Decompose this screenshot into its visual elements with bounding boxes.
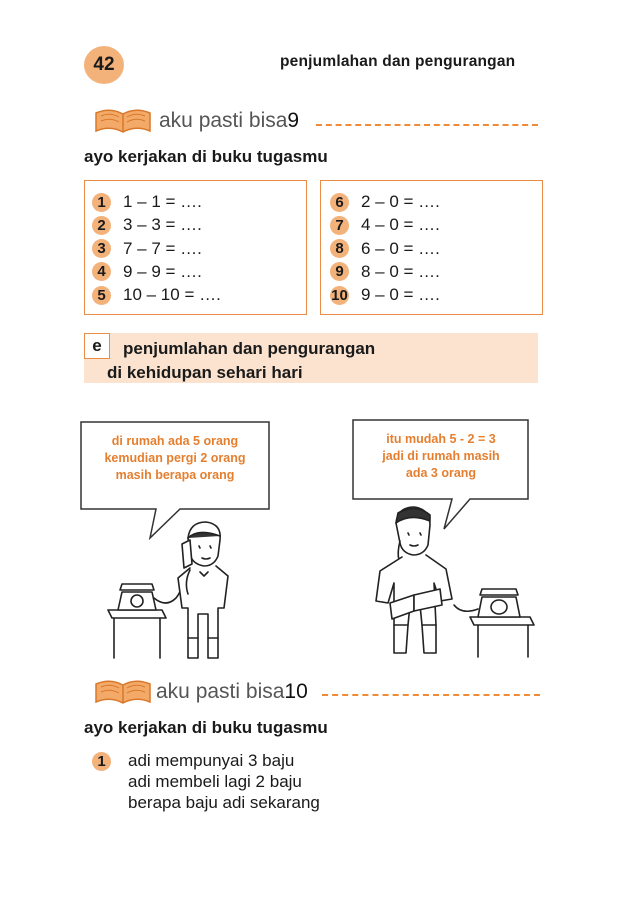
section-title-number: 10 xyxy=(284,680,308,703)
section-title-number: 9 xyxy=(287,109,300,132)
right-exercise-row xyxy=(330,192,440,212)
boy-on-phone-illustration xyxy=(104,518,244,660)
right-exercise-row xyxy=(330,262,440,282)
exercise-number-badge: 1 xyxy=(92,193,111,212)
subsection-e-letter: e xyxy=(84,333,110,359)
section-title-9 xyxy=(159,109,299,133)
story-line: berapa baju adi sekarang xyxy=(128,793,320,812)
left-exercise-row xyxy=(92,285,221,305)
left-exercise-row xyxy=(92,192,202,212)
left-exercise-row xyxy=(92,215,202,235)
chapter-title: penjumlahan dan pengurangan xyxy=(280,53,516,70)
exercise-number-badge: 6 xyxy=(330,193,349,212)
exercise-expression: 6 – 0 = …. xyxy=(361,238,440,258)
book-icon xyxy=(92,103,154,135)
right-bubble-line: ada 3 orang xyxy=(405,466,477,480)
story-text xyxy=(128,750,320,813)
right-bubble-line: jadi di rumah masih xyxy=(382,449,500,463)
page-number-badge: 42 xyxy=(84,46,124,84)
exercise-expression: 2 – 0 = …. xyxy=(361,192,440,211)
story-line: adi membeli lagi 2 baju xyxy=(128,772,302,791)
book-icon xyxy=(92,674,154,706)
subsection-e-title-line2: di kehidupan sehari hari xyxy=(107,363,303,382)
section-title-word: aku pasti bisa xyxy=(159,109,288,132)
exercise-number-badge: 8 xyxy=(330,239,349,258)
left-exercise-row xyxy=(92,239,202,259)
section-title-10 xyxy=(156,680,308,704)
exercise-number-badge: 3 xyxy=(92,239,111,258)
exercise-number-badge: 7 xyxy=(330,216,349,235)
exercise-expression: 8 – 0 = …. xyxy=(361,261,440,281)
boy-with-book-illustration xyxy=(370,505,540,660)
instruction-text: ayo kerjakan di buku tugasmu xyxy=(84,147,328,166)
exercise-expression: 9 – 9 = …. xyxy=(123,261,202,281)
story-line: adi mempunyai 3 baju xyxy=(128,751,295,770)
exercise-number-badge: 4 xyxy=(92,262,111,281)
exercise-number-badge: 9 xyxy=(330,262,349,281)
exercise-expression: 1 – 1 = …. xyxy=(123,192,202,211)
right-exercise-row xyxy=(330,239,440,259)
exercise-expression: 3 – 3 = …. xyxy=(123,215,202,235)
story-item-number xyxy=(92,752,123,771)
left-bubble-line: di rumah ada 5 orang xyxy=(111,434,239,448)
right-exercise-row xyxy=(330,285,440,305)
exercise-expression: 10 – 10 = …. xyxy=(123,285,221,305)
exercise-expression: 4 – 0 = …. xyxy=(361,215,440,235)
right-bubble-text xyxy=(356,431,526,482)
section-title-word: aku pasti bisa xyxy=(156,680,285,703)
exercise-number-badge: 2 xyxy=(92,216,111,235)
instruction-text: ayo kerjakan di buku tugasmu xyxy=(84,718,328,737)
section-divider xyxy=(322,694,540,696)
subsection-e-title-line1: penjumlahan dan pengurangan xyxy=(123,339,376,358)
left-bubble-line: masih berapa orang xyxy=(115,468,235,482)
item-number-badge: 1 xyxy=(92,752,111,771)
right-exercise-row xyxy=(330,215,440,235)
exercise-expression: 9 – 0 = …. xyxy=(361,285,440,305)
left-exercise-row xyxy=(92,262,202,282)
right-bubble-line: itu mudah 5 - 2 = 3 xyxy=(386,432,496,446)
left-bubble-text xyxy=(82,433,268,484)
left-bubble-line: kemudian pergi 2 orang xyxy=(104,451,246,465)
exercise-expression: 7 – 7 = …. xyxy=(123,238,202,258)
section-divider xyxy=(316,124,538,126)
exercise-number-badge: 5 xyxy=(92,286,111,305)
exercise-number-badge: 10 xyxy=(331,286,348,304)
